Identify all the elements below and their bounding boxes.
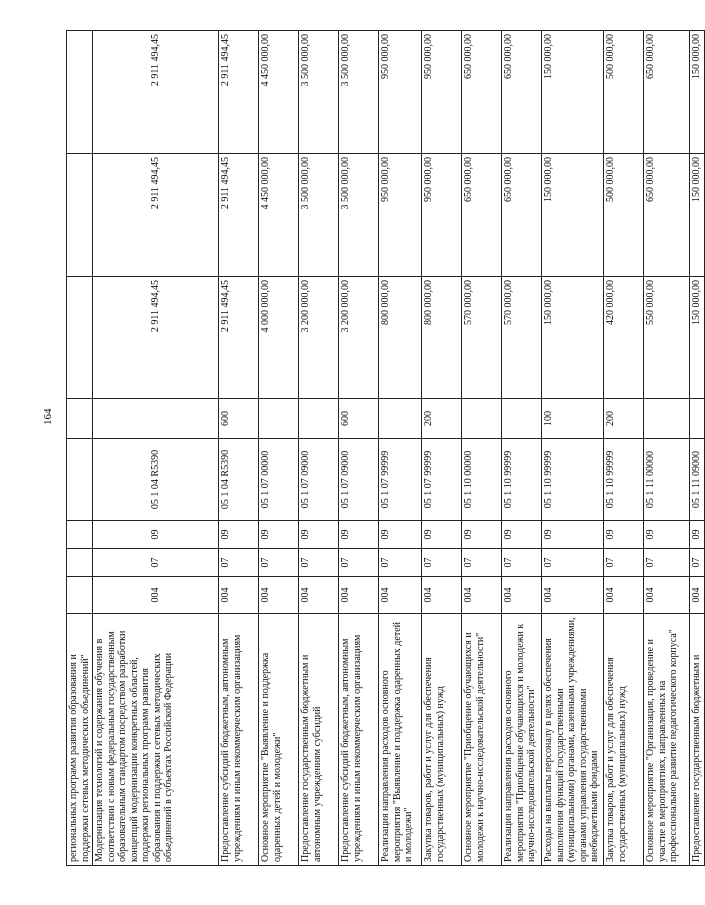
section-code-cell: 07 bbox=[422, 549, 462, 577]
section-code-cell: 07 bbox=[690, 549, 705, 577]
table-row bbox=[422, 31, 462, 866]
table-row bbox=[690, 31, 705, 866]
ved-code-cell: 004 bbox=[422, 577, 462, 614]
row-name-cell: Основное мероприятие "Выявление и поддержка одаренных детей и молодежи" bbox=[259, 614, 299, 866]
amount-year3-cell: 2 911 494,45 bbox=[219, 31, 259, 154]
row-name-cell: Основное мероприятие "Приобщение обучающихся и молодежи к научно-исследовательской деятельности" bbox=[462, 614, 502, 866]
amount-year1-cell: 3 200 000,00 bbox=[339, 277, 379, 399]
ved-code-cell: 004 bbox=[259, 577, 299, 614]
amount-year2-cell: 650 000,00 bbox=[462, 154, 502, 277]
target-article-cell: 05 1 10 99999 bbox=[502, 439, 542, 521]
table-row bbox=[542, 31, 604, 866]
amount-year3-cell: 950 000,00 bbox=[422, 31, 462, 154]
expense-type-cell bbox=[690, 399, 705, 439]
expense-type-cell bbox=[462, 399, 502, 439]
expense-type-cell bbox=[93, 399, 219, 439]
amount-year3-cell: 650 000,00 bbox=[502, 31, 542, 154]
amount-year1-cell: 150 000,00 bbox=[542, 277, 604, 399]
row-name-cell: региональных программ развития образования и поддержки сетевых методических объединений" bbox=[67, 614, 93, 866]
amount-year1-cell: 2 911 494,45 bbox=[93, 277, 219, 399]
subsection-code-cell: 09 bbox=[259, 521, 299, 549]
amount-year1-cell bbox=[67, 277, 93, 399]
expense-type-cell: 200 bbox=[422, 399, 462, 439]
table-row bbox=[93, 31, 219, 866]
amount-year2-cell: 3 500 000,00 bbox=[299, 154, 339, 277]
section-code-cell: 07 bbox=[644, 549, 690, 577]
table-row bbox=[339, 31, 379, 866]
ved-code-cell: 004 bbox=[690, 577, 705, 614]
row-name-cell: Предоставление субсидий бюджетным, автономным учреждениям и иным некоммерческим организациям bbox=[339, 614, 379, 866]
amount-year2-cell: 150 000,00 bbox=[690, 154, 705, 277]
row-name-cell: Закупка товаров, работ и услуг для обеспечения государственных (муниципальных) нужд bbox=[422, 614, 462, 866]
amount-year1-cell: 550 000,00 bbox=[644, 277, 690, 399]
row-name-cell: Предоставление государственным бюджетным и bbox=[690, 614, 705, 866]
ved-code-cell: 004 bbox=[502, 577, 542, 614]
expense-type-cell: 200 bbox=[604, 399, 644, 439]
expense-type-cell: 600 bbox=[219, 399, 259, 439]
ved-code-cell: 004 bbox=[339, 577, 379, 614]
row-name-cell: Предоставление субсидий бюджетным, автономным учреждениям и иным некоммерческим организациям bbox=[219, 614, 259, 866]
amount-year3-cell: 950 000,00 bbox=[379, 31, 422, 154]
amount-year2-cell: 3 500 000,00 bbox=[339, 154, 379, 277]
target-article-cell: 05 1 07 99999 bbox=[422, 439, 462, 521]
amount-year2-cell: 4 450 000,00 bbox=[259, 154, 299, 277]
section-code-cell: 07 bbox=[379, 549, 422, 577]
table-row bbox=[462, 31, 502, 866]
subsection-code-cell: 09 bbox=[644, 521, 690, 549]
target-article-cell: 05 1 07 09000 bbox=[339, 439, 379, 521]
target-article-cell: 05 1 04 R5390 bbox=[93, 439, 219, 521]
target-article-cell: 05 1 07 99999 bbox=[379, 439, 422, 521]
amount-year1-cell: 420 000,00 bbox=[604, 277, 644, 399]
row-name-cell: Расходы на выплаты персоналу в целях обеспечения выполнения функций государственными (муниципальными) органами, казенными учреждениями, органами управления государственными внебюджетными фондами bbox=[542, 614, 604, 866]
amount-year1-cell: 570 000,00 bbox=[462, 277, 502, 399]
expense-type-cell bbox=[299, 399, 339, 439]
subsection-code-cell bbox=[67, 521, 93, 549]
amount-year1-cell: 800 000,00 bbox=[422, 277, 462, 399]
target-article-cell: 05 1 07 00000 bbox=[259, 439, 299, 521]
section-code-cell: 07 bbox=[219, 549, 259, 577]
row-name-cell: Закупка товаров, работ и услуг для обеспечения государственных (муниципальных) нужд bbox=[604, 614, 644, 866]
budget-table-rotated bbox=[66, 31, 702, 866]
target-article-cell: 05 1 10 99999 bbox=[542, 439, 604, 521]
row-name-cell: Предоставление государственным бюджетным и автономным учреждениям субсидий bbox=[299, 614, 339, 866]
ved-code-cell: 004 bbox=[93, 577, 219, 614]
amount-year1-cell: 570 000,00 bbox=[502, 277, 542, 399]
amount-year3-cell: 650 000,00 bbox=[462, 31, 502, 154]
amount-year1-cell: 2 911 494,45 bbox=[219, 277, 259, 399]
target-article-cell: 05 1 10 00000 bbox=[462, 439, 502, 521]
page-number: 164 bbox=[42, 408, 54, 425]
table-row bbox=[502, 31, 542, 866]
target-article-cell: 05 1 10 99999 bbox=[604, 439, 644, 521]
ved-code-cell: 004 bbox=[542, 577, 604, 614]
amount-year1-cell: 800 000,00 bbox=[379, 277, 422, 399]
amount-year2-cell: 650 000,00 bbox=[502, 154, 542, 277]
amount-year2-cell: 650 000,00 bbox=[644, 154, 690, 277]
amount-year1-cell: 150 000,00 bbox=[690, 277, 705, 399]
section-code-cell: 07 bbox=[299, 549, 339, 577]
expense-type-cell: 600 bbox=[339, 399, 379, 439]
amount-year3-cell: 2 911 494,45 bbox=[93, 31, 219, 154]
expense-type-cell: 100 bbox=[542, 399, 604, 439]
ved-code-cell bbox=[67, 577, 93, 614]
expense-type-cell bbox=[67, 399, 93, 439]
section-code-cell: 07 bbox=[259, 549, 299, 577]
section-code-cell: 07 bbox=[502, 549, 542, 577]
section-code-cell: 07 bbox=[462, 549, 502, 577]
table-row bbox=[219, 31, 259, 866]
subsection-code-cell: 09 bbox=[93, 521, 219, 549]
subsection-code-cell: 09 bbox=[502, 521, 542, 549]
subsection-code-cell: 09 bbox=[379, 521, 422, 549]
section-code-cell: 07 bbox=[339, 549, 379, 577]
subsection-code-cell: 09 bbox=[339, 521, 379, 549]
target-article-cell: 05 1 07 09000 bbox=[299, 439, 339, 521]
amount-year2-cell: 2 911 494,45 bbox=[93, 154, 219, 277]
expense-type-cell bbox=[502, 399, 542, 439]
row-name-cell: Реализация направления расходов основного мероприятия "Приобщение обучающихся и молодежи к научно-исследовательской деятельности" bbox=[502, 614, 542, 866]
amount-year3-cell: 500 000,00 bbox=[604, 31, 644, 154]
table-row bbox=[604, 31, 644, 866]
expense-type-cell bbox=[259, 399, 299, 439]
amount-year1-cell: 3 200 000,00 bbox=[299, 277, 339, 399]
subsection-code-cell: 09 bbox=[542, 521, 604, 549]
row-name-cell: Реализация направления расходов основного мероприятия "Выявление и поддержка одаренных детей и молодежи" bbox=[379, 614, 422, 866]
subsection-code-cell: 09 bbox=[690, 521, 705, 549]
table-row bbox=[259, 31, 299, 866]
subsection-code-cell: 09 bbox=[462, 521, 502, 549]
table-row bbox=[644, 31, 690, 866]
table-row bbox=[299, 31, 339, 866]
amount-year2-cell: 500 000,00 bbox=[604, 154, 644, 277]
subsection-code-cell: 09 bbox=[299, 521, 339, 549]
ved-code-cell: 004 bbox=[462, 577, 502, 614]
amount-year3-cell bbox=[67, 31, 93, 154]
section-code-cell bbox=[67, 549, 93, 577]
subsection-code-cell: 09 bbox=[219, 521, 259, 549]
target-article-cell: 05 1 11 00000 bbox=[644, 439, 690, 521]
amount-year1-cell: 4 000 000,00 bbox=[259, 277, 299, 399]
amount-year3-cell: 150 000,00 bbox=[690, 31, 705, 154]
table-row bbox=[379, 31, 422, 866]
ved-code-cell: 004 bbox=[379, 577, 422, 614]
amount-year3-cell: 150 000,00 bbox=[542, 31, 604, 154]
ved-code-cell: 004 bbox=[299, 577, 339, 614]
target-article-cell: 05 1 04 R5390 bbox=[219, 439, 259, 521]
amount-year3-cell: 4 450 000,00 bbox=[259, 31, 299, 154]
section-code-cell: 07 bbox=[93, 549, 219, 577]
row-name-cell: Модернизация технологий и содержания обучения в соответствии с новым федеральным государственным образовательным стандартом посредством разработки концепций модернизации конкретных областей, поддержки региональных программ развития образования и поддержки сетевых методических объединений в субъектах Российской Федерации bbox=[93, 614, 219, 866]
amount-year2-cell bbox=[67, 154, 93, 277]
amount-year3-cell: 3 500 000,00 bbox=[339, 31, 379, 154]
amount-year2-cell: 150 000,00 bbox=[542, 154, 604, 277]
amount-year3-cell: 3 500 000,00 bbox=[299, 31, 339, 154]
amount-year2-cell: 950 000,00 bbox=[379, 154, 422, 277]
table-row bbox=[67, 31, 93, 866]
section-code-cell: 07 bbox=[604, 549, 644, 577]
row-name-cell: Основное мероприятие "Организация, проведение и участие в мероприятиях, направленных на профессиональное развитие педагогического корпуса" bbox=[644, 614, 690, 866]
expense-type-cell bbox=[644, 399, 690, 439]
target-article-cell: 05 1 11 09000 bbox=[690, 439, 705, 521]
subsection-code-cell: 09 bbox=[604, 521, 644, 549]
ved-code-cell: 004 bbox=[219, 577, 259, 614]
section-code-cell: 07 bbox=[542, 549, 604, 577]
budget-table bbox=[66, 30, 705, 866]
expense-type-cell bbox=[379, 399, 422, 439]
amount-year2-cell: 950 000,00 bbox=[422, 154, 462, 277]
amount-year3-cell: 650 000,00 bbox=[644, 31, 690, 154]
amount-year2-cell: 2 911 494,45 bbox=[219, 154, 259, 277]
target-article-cell bbox=[67, 439, 93, 521]
ved-code-cell: 004 bbox=[644, 577, 690, 614]
ved-code-cell: 004 bbox=[604, 577, 644, 614]
subsection-code-cell: 09 bbox=[422, 521, 462, 549]
